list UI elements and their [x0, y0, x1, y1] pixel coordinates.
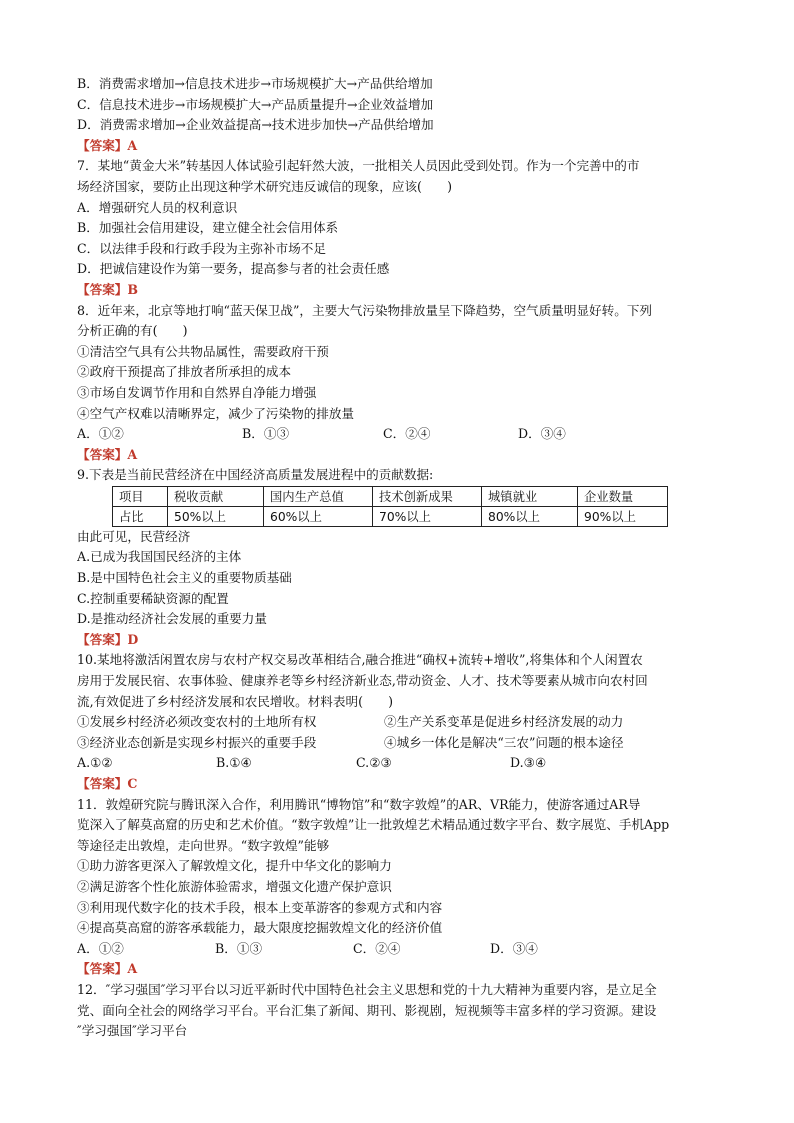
q8-stem-line-2: 分析正确的有( ): [77, 323, 188, 339]
q8-option-b: B．①③: [242, 426, 290, 442]
q11-answer: 【答案】A: [77, 961, 138, 977]
q8-answer: 【答案】A: [77, 446, 138, 462]
q8-option-c: C．②④: [383, 426, 431, 442]
q7-option-b: B．加强社会信用建设，建立健全社会信用体系: [77, 220, 339, 236]
table-cell: 90%以上: [578, 506, 668, 526]
q11-statement-2: ②满足游客个性化旅游体验需求，增强文化遗产保护意识: [77, 878, 392, 894]
q11-statement-4: ④提高莫高窟的游客承载能力，最大限度挖掘敦煌文化的经济价值: [77, 920, 443, 936]
q6-option-c: C．信息技术进步→市场规模扩大→产品质量提升→企业效益增加: [77, 96, 434, 112]
q10-option-b: B.①④: [216, 755, 252, 771]
q7-answer: 【答案】B: [77, 281, 139, 297]
q10-statement-2: ②生产关系变革是促进乡村经济发展的动力: [384, 714, 624, 730]
q6-option-b: B．消费需求增加→信息技术进步→市场规模扩大→产品供给增加: [77, 76, 433, 91]
q9-option-a: A.已成为我国国民经济的主体: [77, 549, 242, 565]
exam-page: [77, 74, 727, 1042]
table-header-cell: 城镇就业: [482, 486, 578, 506]
table-header-cell: 国内生产总值: [264, 486, 373, 506]
q9-option-b: B.是中国特色社会主义的重要物质基础: [77, 570, 292, 586]
q8-statement-4: ④空气产权难以清晰界定，减少了污染物的排放量: [77, 405, 355, 421]
q10-statement-1: ①发展乡村经济必须改变农村的土地所有权: [77, 714, 317, 730]
q8-stem-line-1: 8．近年来，北京等地打响“蓝天保卫战”，主要大气污染物排放量呈下降趋势，空气质量明显好转。下列: [77, 302, 653, 318]
table-cell: 50%以上: [168, 506, 264, 526]
q10-statements-row-2: [77, 733, 727, 754]
q9-stem: 9.下表是当前民营经济在中国经济高质量发展进程中的贡献数据:: [77, 467, 434, 483]
table-cell: 60%以上: [264, 506, 373, 526]
table-cell: 80%以上: [482, 506, 578, 526]
q10-statement-3: ③经济业态创新是实现乡村振兴的重要手段: [77, 734, 317, 750]
q11-option-d: D．③④: [490, 940, 538, 956]
q7-option-c: C．以法律手段和行政手段为主弥补市场不足: [77, 240, 326, 256]
table-header-cell: 企业数量: [578, 486, 668, 506]
q8-statement-1: ①清洁空气具有公共物品属性，需要政府干预: [77, 343, 329, 359]
q6-answer: 【答案】A: [77, 137, 138, 153]
q10-statement-4: ④城乡一体化是解决“三农”问题的根本途径: [384, 734, 624, 750]
q7-stem-line-2: 场经济国家，要防止出现这种学术研究违反诚信的现象，应该( ): [77, 178, 453, 194]
q8-option-a: A．①②: [77, 426, 124, 442]
table-header-cell: 项目: [113, 486, 168, 506]
q11-option-c: C．②④: [353, 940, 401, 956]
q8-option-d: D．③④: [518, 426, 566, 442]
q11-statement-1: ①助力游客更深入了解敦煌文化，提升中华文化的影响力: [77, 858, 392, 874]
q9-lead: 由此可见，民营经济: [77, 528, 191, 544]
q11-option-b: B．①③: [215, 940, 263, 956]
q12-stem-line-3: ″学习强国″学习平台: [77, 1023, 188, 1039]
q10-stem-line-1: 10.某地将激活闲置农房与农村产权交易改革相结合,融合推进“确权+流转+增收”,将集体和个人闲置农: [77, 652, 643, 668]
q10-option-a: A.①②: [77, 755, 113, 771]
q9-answer: 【答案】D: [77, 631, 139, 647]
q6-option-d: D．消费需求增加→企业效益提高→技术进步加快→产品供给增加: [77, 117, 434, 133]
q11-stem-line-2: 览深入了解莫高窟的历史和艺术价值。“数字敦煌”让一批敦煌艺术精品通过数字平台、数字展览、手机App: [77, 817, 670, 833]
q10-option-d: D.③④: [510, 755, 547, 771]
q10-statements-row-1: [77, 712, 727, 733]
q12-stem-line-1: 12．″学习强国″学习平台以习近平新时代中国特色社会主义思想和党的十九大精神为重要内容，是立足全: [77, 981, 657, 997]
q8-statement-2: ②政府干预提高了排放者所承担的成本: [77, 364, 292, 380]
table-header-cell: 税收贡献: [168, 486, 264, 506]
q11-statement-3: ③利用现代数字化的技术手段，根本上变革游客的参观方式和内容: [77, 899, 443, 915]
q7-option-d: D．把诚信建设作为第一要务，提高参与者的社会责任感: [77, 261, 390, 277]
q8-options-row: [77, 424, 727, 445]
q10-option-c: C.②③: [356, 755, 392, 771]
table-cell: 占比: [113, 506, 168, 526]
table-header-cell: 技术创新成果: [373, 486, 482, 506]
q7-stem-line-1: 7．某地“黄金大米”转基因人体试验引起轩然大波，一批相关人员因此受到处罚。作为一个完善中的市: [77, 158, 640, 174]
q9-contribution-table: [112, 486, 668, 527]
q9-option-d: D.是推动经济社会发展的重要力量: [77, 611, 267, 627]
table-header-row: [113, 486, 668, 506]
q8-statement-3: ③市场自发调节作用和自然界自净能力增强: [77, 384, 317, 400]
q9-option-c: C.控制重要稀缺资源的配置: [77, 590, 229, 606]
q11-stem-line-3: 等途径走出敦煌，走向世界。“数字敦煌”能够: [77, 837, 330, 853]
q11-stem-line-1: 11．敦煌研究院与腾讯深入合作，利用腾讯“博物馆”和“数字敦煌”的AR、VR能力，使游客通过AR导: [77, 796, 641, 812]
q10-answer: 【答案】C: [77, 776, 138, 791]
q7-option-a: A．增强研究人员的权利意识: [77, 199, 238, 215]
table-cell: 70%以上: [373, 506, 482, 526]
q10-options-row: [77, 753, 727, 774]
table-row: [113, 506, 668, 526]
q11-option-a: A．①②: [77, 940, 124, 956]
q10-stem-line-3: 流,有效促进了乡村经济发展和农民增收。材料表明( ): [77, 693, 394, 709]
q12-stem-line-2: 党、面向全社会的网络学习平台。平台汇集了新闻、期刊、影视剧，短视频等丰富多样的学习资源。建设: [77, 1002, 657, 1018]
q11-options-row: [77, 939, 727, 960]
q10-stem-line-2: 房用于发展民宿、农事体验、健康养老等乡村经济新业态,带动资金、人才、技术等要素从城市向农村回: [77, 673, 648, 689]
